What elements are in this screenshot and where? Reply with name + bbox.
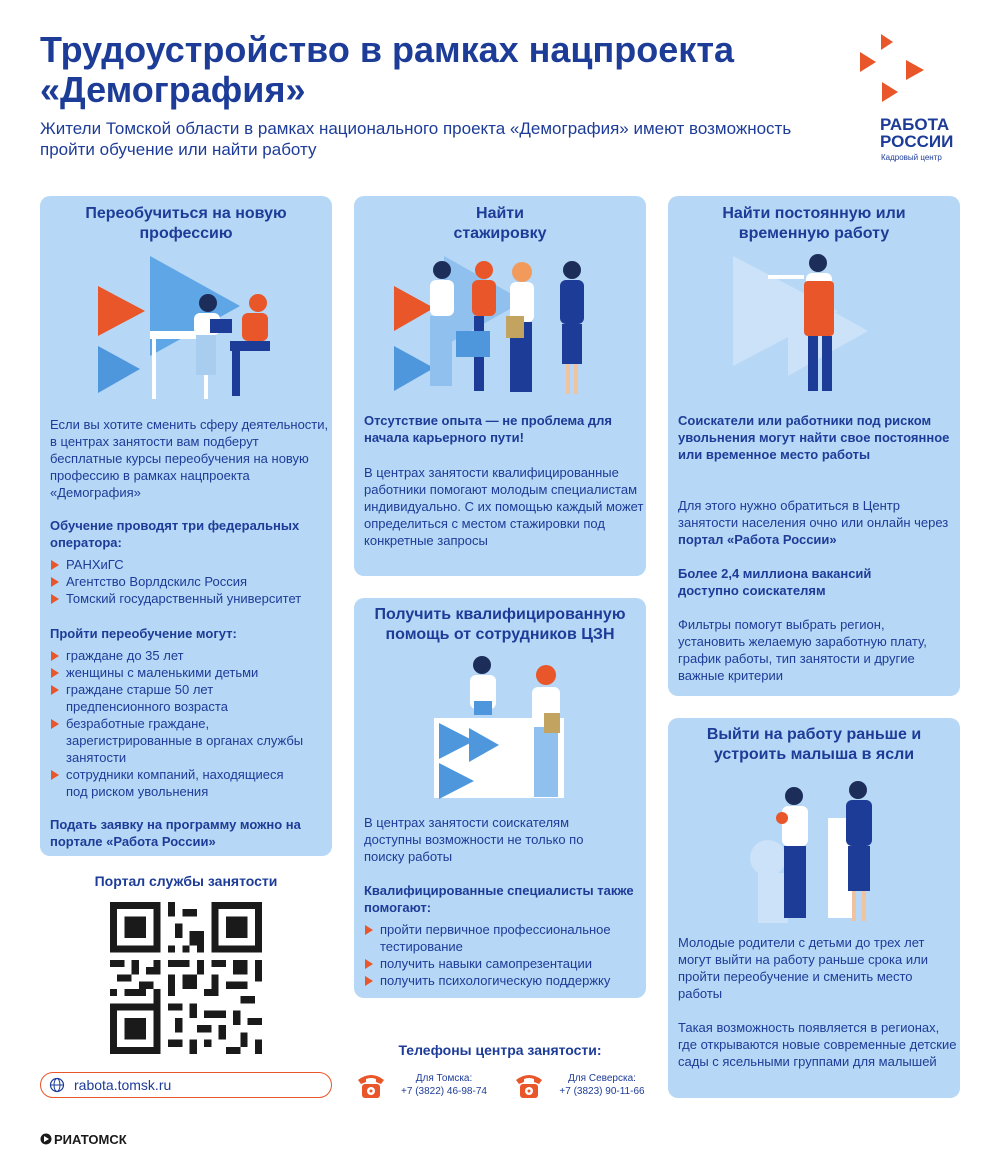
globe-icon — [49, 1077, 65, 1093]
card-find-job-text: Для этого нужно обратиться в Центр занятости населения очно или онлайн через портал «Работа России» — [678, 498, 949, 547]
card-qualified-help — [354, 598, 646, 998]
card-retraining-operators-heading: Обучение проводят три федеральных оператора: — [50, 518, 300, 550]
card-internship-text: В центрах занятости квалифицированные работники помогают молодым специалистам индивидуально. С их помощью каждый может определиться с местом стажировки под конкретные запросы — [364, 465, 644, 548]
list-item: безработные граждане, зарегистрированные в органах службы занятости — [50, 715, 330, 766]
card-find-job-title: Найти постоянную или временную работу — [722, 205, 906, 242]
card-internship-title: Найти стажировку — [453, 205, 547, 242]
qr-code-icon[interactable] — [110, 902, 262, 1054]
list-item: граждане до 35 лет — [50, 647, 330, 664]
card-retraining-apply: Подать заявку на программу можно на портале «Работа России» — [50, 817, 301, 849]
phone-icon — [355, 1070, 387, 1100]
card-retraining-intro: Если вы хотите сменить сферу деятельности, в центрах занятости вам подберут бесплатные курсы переобучения на новую профессию в рамках нацпроекта «Демография» — [50, 417, 329, 500]
page-subtitle: Жители Томской области в рамках национального проекта «Демография» имеют возможность пройти обучение или найти работу — [40, 119, 792, 159]
waitress-illustration-icon — [728, 251, 898, 401]
card-retraining — [40, 196, 332, 856]
list-item: Агентство Ворлдскилс Россия — [50, 573, 330, 590]
portal-link-text: портал «Работа России» — [678, 532, 837, 547]
phone-tomsk-label: Для Томска: — [415, 1073, 473, 1084]
card-nursery-text1: Молодые родители с детьми до трех лет могут выйти на работу раньше срока или пройти переобучение и сменить место работы — [678, 935, 928, 1001]
phones-title: Телефоны центра занятости: — [398, 1042, 602, 1058]
card-qualified-help-heading: Квалифицированные специалисты также помогают: — [364, 883, 634, 915]
list-item: сотрудники компаний, находящиеся под риском увольнения — [50, 766, 300, 800]
list-item: получить навыки самопрезентации — [364, 955, 644, 972]
eligible-list — [50, 647, 330, 800]
list-item: пройти первичное профессиональное тестирование — [364, 921, 644, 955]
phone-seversk-label: Для Северска: — [568, 1073, 636, 1084]
card-internship — [354, 196, 646, 576]
phone-seversk-number: +7 (3823) 90-11-66 — [559, 1086, 645, 1097]
page-title: Трудоустройство в рамках нацпроекта «Демография» — [40, 29, 734, 110]
retraining-illustration-icon — [90, 251, 290, 411]
ria-logo-icon — [40, 1133, 52, 1145]
card-qualified-help-text: В центрах занятости соискателям доступны возможности не только по поиску работы — [364, 815, 584, 864]
logo-wordmark: РАБОТА РОССИИ — [880, 115, 954, 151]
phone-tomsk[interactable] — [355, 1070, 500, 1102]
card-qualified-help-title: Получить квалифицированную помощь от сотрудников ЦЗН — [374, 606, 626, 643]
card-nursery-title: Выйти на работу раньше и устроить малыша в ясли — [706, 726, 922, 763]
card-retraining-title: Переобучиться на новую профессию — [85, 205, 287, 242]
portal-title: Портал службы занятости — [94, 873, 278, 889]
card-internship-lead: Отсутствие опыта — не проблема для начала карьерного пути! — [364, 413, 612, 445]
card-find-job-stat: Более 2,4 миллиона вакансий доступно соискателям — [678, 566, 872, 598]
list-item: Томский государственный университет — [50, 590, 330, 607]
card-find-job-filters: Фильтры помогут выбрать регион, установить желаемую заработную плату, график работы, тип занятости и другие важные критерии — [678, 617, 927, 683]
consultation-illustration-icon — [414, 653, 604, 803]
logo-subtitle: Кадровый центр — [881, 153, 942, 162]
portal-url-text: rabota.tomsk.ru — [74, 1077, 172, 1093]
phone-seversk[interactable] — [513, 1070, 658, 1102]
internship-illustration-icon — [394, 256, 609, 401]
list-item: РАНХиГС — [50, 556, 330, 573]
list-item: женщины с маленькими детьми — [50, 664, 330, 681]
parent-child-illustration-icon — [738, 778, 898, 928]
phone-tomsk-number: +7 (3822) 46-98-74 — [401, 1086, 487, 1097]
portal-url-link[interactable] — [40, 1072, 332, 1098]
card-find-job — [668, 196, 960, 696]
list-item: граждане старше 50 лет предпенсионного возраста — [50, 681, 250, 715]
list-item: получить психологическую поддержку — [364, 972, 644, 989]
phone-icon — [513, 1070, 545, 1100]
ria-tomsk-brand: РИАТОМСК — [40, 1132, 127, 1147]
card-find-job-lead: Соискатели или работники под риском увольнения могут найти свое постоянное или временное место работы — [678, 413, 950, 462]
card-retraining-who-heading: Пройти переобучение могут: — [50, 626, 237, 641]
card-nursery-text2: Такая возможность появляется в регионах, где открываются новые современные детские сады с ясельными группами для малышей — [678, 1020, 957, 1069]
help-list — [364, 921, 644, 989]
operators-list — [50, 556, 330, 607]
card-nursery — [668, 718, 960, 1098]
